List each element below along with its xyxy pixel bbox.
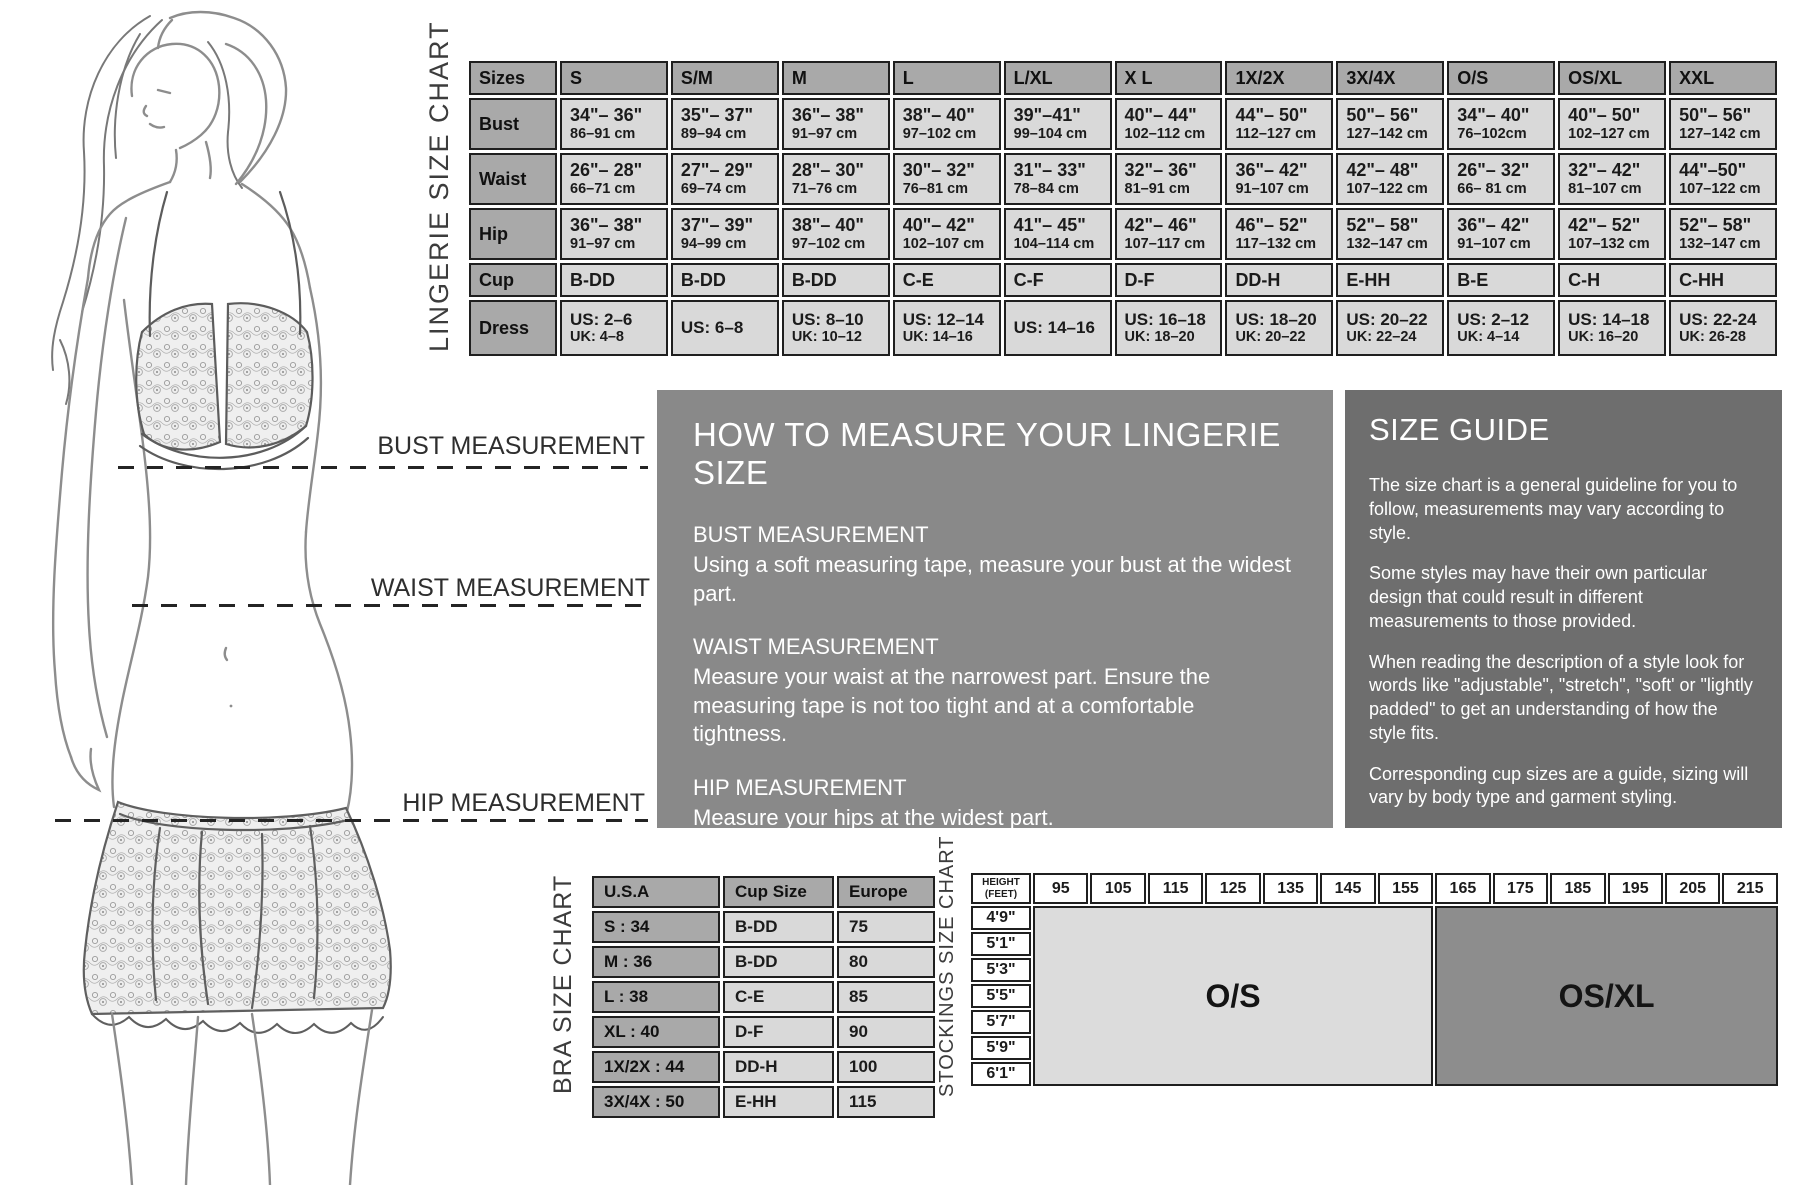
size-cell xyxy=(1447,300,1555,356)
size-cell-cm: 127–142 cm xyxy=(1679,126,1761,142)
size-cell xyxy=(782,300,890,356)
size-cell xyxy=(671,300,779,356)
bra-size-row xyxy=(592,946,935,978)
size-cell-cm: 91–97 cm xyxy=(791,126,858,142)
size-guide-panel xyxy=(1345,390,1782,828)
size-cell xyxy=(1336,208,1444,260)
size-cell-cm: 81–91 cm xyxy=(1124,181,1190,197)
row-label: Hip xyxy=(469,208,557,260)
size-cell-cm: 89–94 cm xyxy=(680,126,747,142)
height-row-label: 5'3" xyxy=(971,958,1031,982)
size-cell-in: C-H xyxy=(1568,269,1601,290)
size-cell xyxy=(1558,208,1666,260)
bra-size-cell: C-E xyxy=(723,981,834,1013)
row-label: Waist xyxy=(469,153,557,205)
size-cell-in: 37"– 39" xyxy=(680,215,754,236)
size-cell-in: 40"– 50" xyxy=(1568,105,1641,126)
size-cell-in: B-E xyxy=(1457,269,1489,290)
size-guide-paragraph: The size chart is a general guideline for you to follow, measurements may vary according to style. xyxy=(1369,475,1738,543)
size-cell-in: 34"– 36" xyxy=(570,105,643,126)
size-cell xyxy=(560,263,668,297)
column-header: 1X/2X xyxy=(1225,61,1333,95)
size-cell xyxy=(1336,98,1444,150)
size-cell xyxy=(1336,263,1444,297)
weight-column-header: 165 xyxy=(1435,873,1490,904)
size-cell xyxy=(1004,98,1112,150)
size-cell xyxy=(1558,153,1666,205)
bra-size-cell: E-HH xyxy=(723,1086,834,1118)
bra-size-cell: 80 xyxy=(837,946,935,978)
bra-size-table xyxy=(589,873,938,1121)
size-cell-cm: UK: 26-28 xyxy=(1679,329,1746,346)
how-to-measure-sections xyxy=(693,522,1297,833)
hip-dashed-line xyxy=(55,819,648,822)
size-cell xyxy=(1225,98,1333,150)
size-cell xyxy=(782,208,890,260)
size-cell-cm: 107–132 cm xyxy=(1568,236,1650,252)
height-feet-corner-label: HEIGHT (FEET) xyxy=(971,873,1031,904)
lace-bra xyxy=(136,192,312,469)
size-cell xyxy=(1115,153,1223,205)
osxl-region xyxy=(1435,906,1778,1086)
size-cell-cm: 97–102 cm xyxy=(791,236,866,252)
size-row xyxy=(469,208,1777,260)
size-cell xyxy=(1669,98,1777,150)
size-cell-cm: 76–81 cm xyxy=(902,181,969,197)
how-to-measure-panel xyxy=(657,390,1333,828)
size-cell xyxy=(671,208,779,260)
bra-size-row xyxy=(592,911,935,943)
size-cell-in: B-DD xyxy=(791,269,837,290)
size-cell xyxy=(1004,300,1112,356)
weight-column-header: 205 xyxy=(1665,873,1720,904)
size-cell-in: 44"– 50" xyxy=(1235,105,1308,126)
row-label: L : 38 xyxy=(592,981,720,1013)
size-cell xyxy=(671,153,779,205)
size-cell xyxy=(560,153,668,205)
height-row-label: 5'5" xyxy=(971,984,1031,1008)
size-cell-in: US: 22-24 xyxy=(1679,309,1757,329)
column-header: Cup Size xyxy=(723,876,834,908)
size-cell-in: B-DD xyxy=(680,269,726,290)
os-region xyxy=(1033,906,1433,1086)
size-cell-in: B-DD xyxy=(570,269,615,290)
size-cell-cm: UK: 16–20 xyxy=(1568,329,1639,346)
size-cell-cm: UK: 4–8 xyxy=(570,329,624,346)
weight-column-header: 215 xyxy=(1722,873,1778,904)
column-header: M xyxy=(782,61,890,95)
size-cell-cm: 81–107 cm xyxy=(1568,181,1642,197)
waist-measurement-label: WAIST MEASUREMENT xyxy=(370,574,650,602)
size-cell xyxy=(1115,300,1223,356)
weight-column-header: 95 xyxy=(1033,873,1088,904)
size-cell xyxy=(893,263,1001,297)
size-cell xyxy=(893,153,1001,205)
bra-size-cell: B-DD xyxy=(723,911,834,943)
size-cell-in: 41"– 45" xyxy=(1013,215,1086,236)
bra-size-cell: DD-H xyxy=(723,1051,834,1083)
size-cell-in: 32"– 42" xyxy=(1568,160,1641,181)
size-cell-cm: 117–132 cm xyxy=(1235,236,1317,252)
column-header: XXL xyxy=(1669,61,1777,95)
size-cell xyxy=(560,208,668,260)
size-cell-in: 52"– 58" xyxy=(1679,215,1752,236)
size-cell xyxy=(1004,153,1112,205)
size-guide-paragraph: When reading the description of a style look for words like "adjustable", "stretch", "soft' or "lightly padded" to get an understanding of how the style fits. xyxy=(1369,651,1753,743)
weight-column-header: 115 xyxy=(1148,873,1203,904)
size-cell-in: 36"– 42" xyxy=(1235,160,1308,181)
size-cell-in: 26"– 28" xyxy=(570,160,643,181)
size-cell xyxy=(1447,208,1555,260)
row-label: Bust xyxy=(469,98,557,150)
size-cell-in: C-F xyxy=(1013,269,1044,290)
bra-size-cell: D-F xyxy=(723,1016,834,1048)
size-cell xyxy=(1225,208,1333,260)
weight-column-header: 155 xyxy=(1378,873,1433,904)
size-cell-cm: 91–107 cm xyxy=(1235,181,1309,197)
size-cell-cm: 86–91 cm xyxy=(570,126,636,142)
column-header: 3X/4X xyxy=(1336,61,1444,95)
height-row-label: 5'9" xyxy=(971,1036,1031,1060)
row-label: Dress xyxy=(469,300,557,356)
height-row xyxy=(971,906,1778,930)
size-cell-cm: 107–117 cm xyxy=(1124,236,1206,252)
row-label: Cup xyxy=(469,263,557,297)
measure-section-body: Measure your hips at the widest part. xyxy=(693,804,1054,830)
size-cell-cm: UK: 22–24 xyxy=(1346,329,1417,346)
bra-size-cell: 75 xyxy=(837,911,935,943)
size-cell xyxy=(1447,263,1555,297)
size-cell xyxy=(1558,263,1666,297)
header-row xyxy=(469,61,1777,95)
size-row xyxy=(469,263,1777,297)
size-cell-in: 40"– 42" xyxy=(902,215,975,236)
hip-measurement-label: HIP MEASUREMENT xyxy=(402,789,645,817)
size-cell xyxy=(1447,98,1555,150)
size-cell-cm: 94–99 cm xyxy=(680,236,747,252)
size-cell-cm: 71–76 cm xyxy=(791,181,858,197)
size-cell-in: 36"– 42" xyxy=(1457,215,1530,236)
column-header: OS/XL xyxy=(1558,61,1666,95)
weight-column-header: 135 xyxy=(1263,873,1318,904)
size-guide-paragraph: Some styles may have their own particular design that could result in different measurements to those provided. xyxy=(1369,563,1708,631)
size-cell xyxy=(1558,300,1666,356)
size-cell-cm: 102–112 cm xyxy=(1124,126,1206,142)
column-header: L/XL xyxy=(1004,61,1112,95)
size-cell xyxy=(1669,153,1777,205)
stockings-size-chart-side-label: STOCKINGS SIZE CHART xyxy=(936,835,958,1097)
size-cell xyxy=(1336,153,1444,205)
size-cell-in: DD-H xyxy=(1235,269,1281,290)
region-size-label: OS/XL xyxy=(1558,977,1655,1014)
size-cell-in: D-F xyxy=(1124,269,1155,290)
size-cell-in: 50"– 56" xyxy=(1679,105,1752,126)
bra-size-cell: 90 xyxy=(837,1016,935,1048)
bra-size-cell: B-DD xyxy=(723,946,834,978)
lace-shorts xyxy=(84,802,391,1033)
column-header: Europe xyxy=(837,876,935,908)
measure-section-heading: BUST MEASUREMENT xyxy=(693,522,929,547)
bust-measurement-label: BUST MEASUREMENT xyxy=(377,432,645,460)
size-cell xyxy=(893,208,1001,260)
size-cell-in: 42"– 48" xyxy=(1346,160,1419,181)
size-cell-cm: 91–97 cm xyxy=(570,236,636,252)
size-cell-cm: 76–102cm xyxy=(1457,126,1527,142)
size-cell-in: C-E xyxy=(902,269,934,290)
column-header: S/M xyxy=(671,61,779,95)
size-cell-cm: 69–74 cm xyxy=(680,181,747,197)
size-cell-cm: UK: 18–20 xyxy=(1124,329,1195,346)
size-cell-in: 36"– 38" xyxy=(570,215,643,236)
size-cell xyxy=(1115,263,1223,297)
size-cell xyxy=(1669,300,1777,356)
size-cell-in: 52"– 58" xyxy=(1346,215,1419,236)
header-row xyxy=(592,876,935,908)
size-cell xyxy=(1004,263,1112,297)
region-size-label: O/S xyxy=(1205,977,1261,1014)
size-cell-in: 39"–41" xyxy=(1013,105,1081,126)
column-header: O/S xyxy=(1447,61,1555,95)
size-cell-in: 36"– 38" xyxy=(791,105,864,126)
weight-column-header: 125 xyxy=(1205,873,1260,904)
column-header: U.S.A xyxy=(592,876,720,908)
size-cell-in: 50"– 56" xyxy=(1346,105,1419,126)
column-header: X L xyxy=(1115,61,1223,95)
size-cell xyxy=(671,98,779,150)
size-cell-in: US: 2–12 xyxy=(1457,309,1530,329)
size-cell xyxy=(1225,153,1333,205)
size-cell xyxy=(1558,98,1666,150)
size-cell-cm: 107–122 cm xyxy=(1346,181,1428,197)
size-cell xyxy=(1669,263,1777,297)
size-cell-cm: 104–114 cm xyxy=(1013,236,1095,252)
size-cell xyxy=(782,263,890,297)
size-cell xyxy=(560,300,668,356)
size-cell-cm: UK: 14–16 xyxy=(902,329,973,346)
size-cell-cm: 78–84 cm xyxy=(1013,181,1079,197)
bra-size-chart-side-label: BRA SIZE CHART xyxy=(549,874,577,1094)
size-cell xyxy=(893,98,1001,150)
bust-dashed-line xyxy=(118,466,648,469)
size-cell-in: 28"– 30" xyxy=(791,160,864,181)
header-row xyxy=(971,873,1778,904)
size-cell-in: 35"– 37" xyxy=(680,105,754,126)
size-cell xyxy=(560,98,668,150)
size-cell-in: 38"– 40" xyxy=(791,215,864,236)
column-header: Sizes xyxy=(469,61,557,95)
size-cell xyxy=(1115,208,1223,260)
size-cell xyxy=(1336,300,1444,356)
size-cell-in: 42"– 52" xyxy=(1568,215,1641,236)
size-cell xyxy=(782,153,890,205)
size-guide-paragraphs xyxy=(1369,474,1758,810)
size-guide-title: SIZE GUIDE xyxy=(1369,412,1550,447)
size-guide-paragraph: Corresponding cup sizes are a guide, sizing will vary by body type and garment styling. xyxy=(1369,763,1749,808)
height-row-label: 4'9" xyxy=(971,906,1031,930)
size-cell-in: US: 6–8 xyxy=(680,318,744,338)
size-cell-cm: 102–127 cm xyxy=(1568,126,1650,142)
size-cell-in: US: 12–14 xyxy=(902,309,984,329)
bra-size-cell: 85 xyxy=(837,981,935,1013)
weight-column-header: 145 xyxy=(1320,873,1375,904)
size-cell-cm: 66– 81 cm xyxy=(1457,181,1527,197)
size-cell-in: 31"– 33" xyxy=(1013,160,1086,181)
size-cell-in: 46"– 52" xyxy=(1235,215,1308,236)
measure-section-body: Using a soft measuring tape, measure your bust at the widest part. xyxy=(693,552,1291,606)
measure-section-heading: HIP MEASUREMENT xyxy=(693,774,907,800)
row-label: S : 34 xyxy=(592,911,720,943)
size-cell-in: 38"– 40" xyxy=(902,105,975,126)
size-cell xyxy=(893,300,1001,356)
size-cell-in: C-HH xyxy=(1679,269,1725,290)
size-cell xyxy=(1669,208,1777,260)
size-cell xyxy=(1225,263,1333,297)
lingerie-size-table xyxy=(466,58,1780,359)
size-cell xyxy=(782,98,890,150)
size-cell-cm: 127–142 cm xyxy=(1346,126,1428,142)
size-cell-in: US: 14–16 xyxy=(1013,318,1095,338)
size-row xyxy=(469,300,1777,356)
size-cell-cm: 66–71 cm xyxy=(570,181,636,197)
size-cell-in: 34"– 40" xyxy=(1457,105,1530,126)
size-cell-cm: 91–107 cm xyxy=(1457,236,1531,252)
measure-section-heading: WAIST MEASUREMENT xyxy=(693,634,939,660)
height-row-label: 6'1" xyxy=(971,1062,1031,1086)
weight-column-header: 195 xyxy=(1608,873,1663,904)
size-cell-in: 44"–50" xyxy=(1679,160,1747,181)
size-row xyxy=(469,98,1777,150)
size-cell-cm: 99–104 cm xyxy=(1013,126,1087,142)
size-cell-cm: 112–127 cm xyxy=(1235,126,1317,142)
size-cell-in: E-HH xyxy=(1346,269,1391,290)
bra-size-row xyxy=(592,1086,935,1118)
size-cell-in: US: 18–20 xyxy=(1235,309,1317,329)
size-cell-in: 42"– 46" xyxy=(1124,215,1197,236)
lingerie-size-chart-side-label: LINGERIE SIZE CHART xyxy=(424,20,454,352)
size-cell xyxy=(1115,98,1223,150)
size-cell-cm: 107–122 cm xyxy=(1679,181,1761,197)
height-row-label: 5'1" xyxy=(971,932,1031,956)
size-cell-cm: 132–147 cm xyxy=(1679,236,1761,252)
bra-size-row xyxy=(592,1016,935,1048)
legs-outline xyxy=(112,1010,372,1185)
bra-size-cell: 115 xyxy=(837,1086,935,1118)
row-label: M : 36 xyxy=(592,946,720,978)
size-cell xyxy=(1004,208,1112,260)
row-label: 1X/2X : 44 xyxy=(592,1051,720,1083)
stockings-size-table xyxy=(969,871,1780,1088)
waist-dashed-line xyxy=(132,604,648,607)
how-to-measure-title: HOW TO MEASURE YOUR LINGERIE SIZE xyxy=(693,416,1281,491)
bra-size-cell: 100 xyxy=(837,1051,935,1083)
size-cell-in: US: 20–22 xyxy=(1346,309,1428,329)
size-cell-in: 40"– 44" xyxy=(1124,105,1197,126)
weight-column-header: 105 xyxy=(1090,873,1145,904)
measure-section-body: Measure your waist at the narrowest part. Ensure the measuring tape is not too tight and at a comfortable tightness. xyxy=(693,664,1211,747)
size-cell-in: US: 2–6 xyxy=(570,309,633,329)
size-cell-in: US: 14–18 xyxy=(1568,309,1650,329)
weight-column-header: 175 xyxy=(1493,873,1548,904)
size-cell-cm: UK: 4–14 xyxy=(1457,329,1520,346)
weight-column-header: 185 xyxy=(1550,873,1605,904)
size-cell-in: 26"– 32" xyxy=(1457,160,1530,181)
height-row-label: 5'7" xyxy=(971,1010,1031,1034)
size-row xyxy=(469,153,1777,205)
size-cell xyxy=(1225,300,1333,356)
size-cell-cm: UK: 10–12 xyxy=(791,329,862,346)
bra-size-row xyxy=(592,981,935,1013)
size-cell xyxy=(671,263,779,297)
bra-size-row xyxy=(592,1051,935,1083)
size-cell-in: US: 8–10 xyxy=(791,309,864,329)
row-label: XL : 40 xyxy=(592,1016,720,1048)
size-cell xyxy=(1447,153,1555,205)
size-cell-cm: 97–102 cm xyxy=(902,126,977,142)
size-cell-in: US: 16–18 xyxy=(1124,309,1206,329)
size-cell-in: 30"– 32" xyxy=(902,160,975,181)
size-cell-in: 27"– 29" xyxy=(680,160,754,181)
row-label: 3X/4X : 50 xyxy=(592,1086,720,1118)
size-cell-in: 32"– 36" xyxy=(1124,160,1197,181)
size-cell-cm: 132–147 cm xyxy=(1346,236,1428,252)
column-header: L xyxy=(893,61,1001,95)
size-cell-cm: UK: 20–22 xyxy=(1235,329,1306,346)
size-cell-cm: 102–107 cm xyxy=(902,236,985,252)
column-header: S xyxy=(560,61,668,95)
